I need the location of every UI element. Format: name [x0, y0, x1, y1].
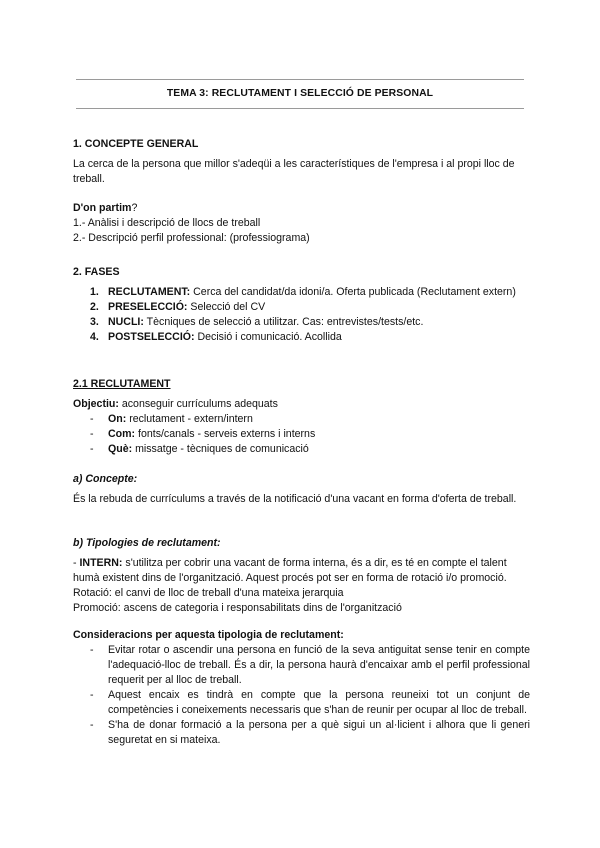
section-reclutament	[73, 377, 530, 457]
item-text: Selecció del CV	[187, 301, 266, 313]
intern-text: s'utilitza per cobrir una vacant de forma interna, és a dir, es té en compte el talent humà existent dins de l'organització. Aquest procés pot ser en forma de rotació i/o promoció.	[73, 557, 507, 584]
item-text: Tècniques de selecció a utilitzar. Cas: entrevistes/tests/etc.	[143, 316, 424, 328]
objectiu-text: aconseguir currículums adequats	[118, 398, 278, 410]
section-concepte-general	[73, 137, 530, 246]
item-text: Decisió i comunicació. Acollida	[194, 331, 342, 343]
list-item: 1.- Anàlisi i descripció de llocs de treball	[73, 217, 261, 229]
subheading-rest: ?	[131, 202, 138, 214]
item-text: missatge - tècniques de comunicació	[132, 443, 309, 455]
section-consideracions	[73, 628, 530, 748]
list-item	[73, 412, 530, 427]
top-rule	[76, 79, 524, 80]
consideracions-heading-text: Consideracions per aquesta tipologia de reclutament:	[73, 629, 344, 641]
item-label: RECLUTAMENT:	[108, 286, 191, 298]
promocio-line: Promoció: ascens de categoria i responsabilitats dins de l'organització	[73, 602, 402, 614]
item-label: Com:	[108, 428, 136, 440]
document-title: TEMA 3: RECLUTAMENT I SELECCIÓ DE PERSONAL	[166, 88, 434, 99]
list-item	[73, 300, 530, 315]
section-heading: 1. CONCEPTE GENERAL	[73, 138, 199, 150]
objectiu-line	[73, 397, 530, 412]
list-item	[73, 688, 530, 718]
list-item	[73, 427, 530, 442]
dash-bullet: -	[90, 443, 94, 455]
dash-bullet: -	[90, 719, 94, 731]
fases-list	[73, 285, 530, 345]
section-heading: 2. FASES	[73, 266, 120, 278]
section-fases	[73, 265, 530, 345]
paragraph: La cerca de la persona que millor s'adeqüi a les característiques de l'empresa i al propi lloc de treball.	[73, 158, 515, 185]
item-label: POSTSELECCIÓ:	[108, 331, 195, 343]
item-text: Aquest encaix es tindrà en compte que la persona reuneixi tot un conjunt de competències i coneixements necessaris que s'han de reunir per ocupar al lloc de treball.	[108, 689, 530, 716]
list-item: 2.- Descripció perfil professional: (professiograma)	[73, 232, 310, 244]
subsection-heading: a) Concepte:	[73, 473, 138, 485]
list-item	[73, 330, 530, 345]
list-item	[73, 285, 530, 300]
list-item	[73, 718, 530, 748]
list-item	[73, 442, 530, 457]
consideracions-list	[73, 643, 530, 748]
paragraph: És la rebuda de currículums a través de la notificació d'una vacant en forma d'oferta de treball.	[73, 493, 517, 505]
objectiu-label: Objectiu:	[73, 398, 119, 410]
item-text: reclutament - extern/intern	[126, 413, 253, 425]
dash-bullet: -	[90, 644, 94, 656]
item-number: 3.	[90, 316, 99, 328]
item-text: S'ha de donar formació a la persona per a què sigui un al·licient i alhora que li generi seguretat en si mateixa.	[108, 719, 530, 746]
item-label: PRESELECCIÓ:	[108, 301, 188, 313]
dash-bullet: -	[90, 689, 94, 701]
intern-paragraph	[73, 556, 530, 586]
title-bottom-rule	[76, 108, 524, 109]
list-item	[73, 315, 530, 330]
subheading-don-partim	[73, 201, 530, 216]
section-concepte	[73, 472, 530, 507]
subsection-heading: b) Tipologies de reclutament:	[73, 537, 221, 549]
reclutament-list	[73, 412, 530, 457]
item-label: NUCLI:	[108, 316, 144, 328]
rotacio-line: Rotació: el canvi de lloc de treball d'una mateixa jerarquia	[73, 587, 344, 599]
item-number: 1.	[90, 286, 99, 298]
intern-prefix: -	[73, 557, 80, 569]
item-text: fonts/canals - serveis externs i interns	[135, 428, 316, 440]
section-heading: 2.1 RECLUTAMENT	[73, 378, 171, 390]
section-tipologies	[73, 536, 530, 616]
dash-bullet: -	[90, 413, 94, 425]
intern-label: INTERN:	[79, 557, 123, 569]
subheading-bold: D'on partim	[73, 202, 132, 214]
list-item	[73, 643, 530, 688]
item-text: Cerca del candidat/da idoni/a. Oferta publicada (Reclutament extern)	[190, 286, 516, 298]
item-number: 4.	[90, 331, 99, 343]
dash-bullet: -	[90, 428, 94, 440]
item-text: Evitar rotar o ascendir una persona en funció de la seva antiguitat sense tenir en compte l'adequació-lloc de treball. És a dir, la persona haurà d'encaixar amb el perfil professional requerit per al lloc de treball.	[108, 644, 530, 686]
item-number: 2.	[90, 301, 99, 313]
item-label: Què:	[108, 443, 133, 455]
item-label: On:	[108, 413, 127, 425]
subsection-heading	[73, 628, 530, 643]
